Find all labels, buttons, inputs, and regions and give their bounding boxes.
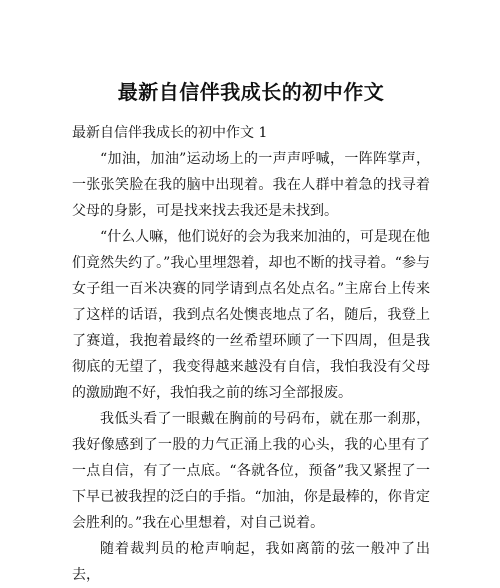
paragraph-1: “加油，加油”运动场上的一声声呼喊，一阵阵掌声，一张张笑脸在我的脑中出现着。我在人群中着急的找寻着父母的身影，可是找来找去我还是未找到。 — [72, 151, 430, 219]
paragraph-4: 随着裁判员的枪声响起，我如离箭的弦一般冲了出去， — [72, 541, 430, 583]
document-title: 最新自信伴我成长的初中作文 — [117, 80, 385, 104]
paragraph-2: “什么人嘛，他们说好的会为我来加油的，可是现在他们竟然失约了。”我心里埋怨着，却也不断的找寻着。“参与女子组一百米决赛的同学请到点名处点名。”主席台上传来了这样的话语，我到点名处懊丧地点了名，随后，我登上了赛道，我抱着最终的一丝希望环顾了一下四周，但是我彻底的无望了，我变得越来越没有自信，我怕我没有父母的激励跑不好，我怕我之前的练习全部报废。 — [72, 229, 430, 401]
paragraph-3: 我低头看了一眼戴在胸前的号码布，就在那一刹那，我好像感到了一股的力气正涌上我的心头，我的心里有了一点自信，有了一点底。“各就各位，预备”我又紧捏了一下早已被我捏的泛白的手指。“加油，你是最棒的，你肯定会胜利的。”我在心里想着，对自己说着。 — [72, 411, 430, 531]
section-heading: 最新自信伴我成长的初中作文 1 — [72, 125, 268, 141]
